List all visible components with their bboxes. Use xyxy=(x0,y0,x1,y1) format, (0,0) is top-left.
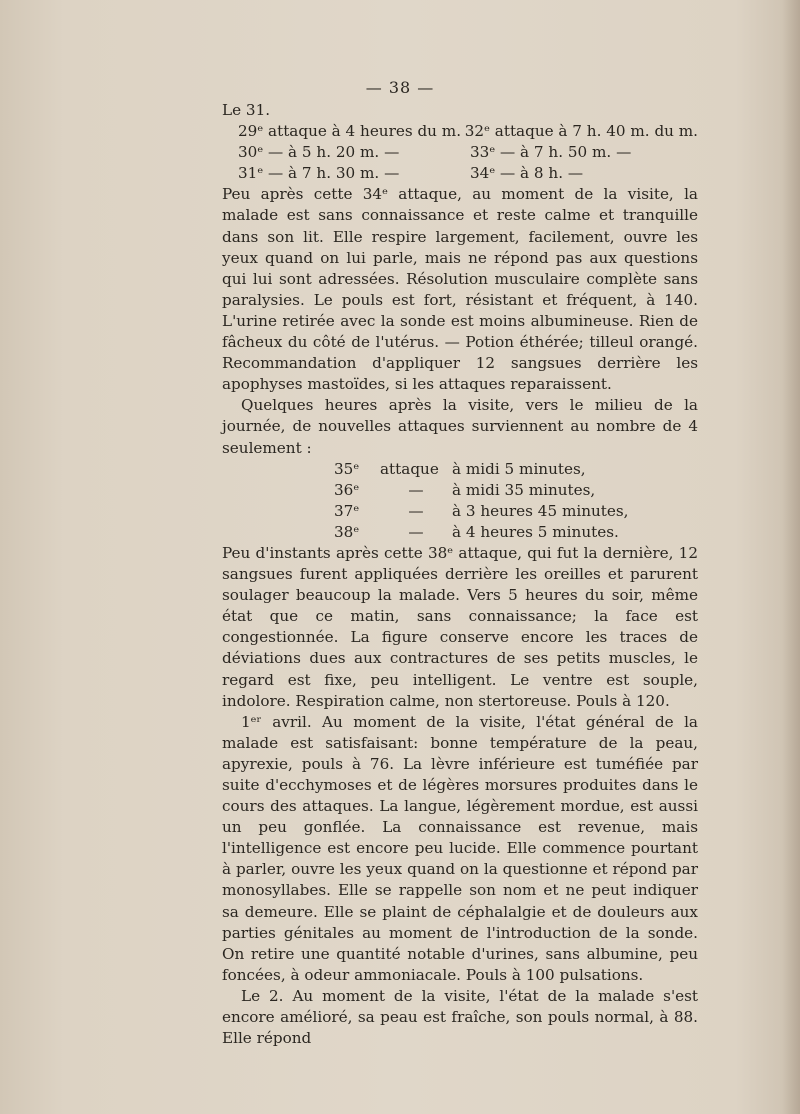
table-cell: 34ᵉ — à 8 h. — xyxy=(470,164,584,183)
table-cell: 30ᵉ — à 5 h. 20 m. — xyxy=(238,143,400,162)
attack-label: — xyxy=(408,522,424,541)
table-cell: 29ᵉ attaque à 4 heures du m. xyxy=(238,122,462,141)
list-item xyxy=(334,480,698,501)
paragraph: Peu après cette 34ᵉ attaque, au moment de la visite, la malade est sans connaissance et reste calme et tranquille dans son lit. Elle respire largement, facilement, ouvre les yeux quand on lui parle, mais ne répond pas aux questions qui lui sont adressées. Résolution musculaire complète sans paralysies. Le pouls est fort, résistant et fréquent, à 140. L'urine retirée avec la sonde est moins albumineuse. Rien de fâcheux du côté de l'utérus. — Potion éthérée; tilleul orangé. Recommandation d'appliquer 12 sangsues derrière les apophyses mastoïdes, si les attaques reparaissent. xyxy=(222,185,698,394)
table-cell: 33ᵉ — à 7 h. 50 m. — xyxy=(470,143,632,162)
attack-number: 38ᵉ xyxy=(334,522,360,541)
attacks-list xyxy=(222,459,698,543)
attack-time: à 4 heures 5 minutes. xyxy=(452,522,619,541)
page-edge-shadow xyxy=(782,0,800,1114)
attack-time: à midi 35 minutes, xyxy=(452,480,596,499)
table-cell: 32ᵉ attaque à 7 h. 40 m. du m. xyxy=(464,122,698,141)
paragraph: Le 2. Au moment de la visite, l'état de la malade s'est encore amélioré, sa peau est fraîche, son pouls normal, à 88. Elle répond xyxy=(222,986,698,1048)
attack-time: à 3 heures 45 minutes, xyxy=(452,501,629,520)
table-row xyxy=(222,163,698,184)
attack-number: 37ᵉ xyxy=(334,501,360,520)
table-row xyxy=(222,142,698,163)
list-item xyxy=(334,522,698,543)
paragraph: Quelques heures après la visite, vers le milieu de la journée, de nouvelles attaques surviennent au nombre de 4 seulement : xyxy=(222,396,698,457)
attack-number: 35ᵉ xyxy=(334,459,360,478)
attack-label: — xyxy=(408,480,424,499)
table-row xyxy=(222,121,698,142)
page-number: — 38 — xyxy=(365,78,435,97)
table-cell: 31ᵉ — à 7 h. 30 m. — xyxy=(238,164,400,183)
attack-time: à midi 5 minutes, xyxy=(452,459,586,478)
date-heading: Le 31. xyxy=(222,101,271,119)
list-item xyxy=(334,459,698,480)
paragraph: 1ᵉʳ avril. Au moment de la visite, l'état général de la malade est satisfaisant: bonne température de la peau, apyrexie, pouls à 76. La lèvre inférieure est tuméfiée par suite d'ecchymoses et de légères morsures produites dans le cours des attaques. La langue, légèrement mordue, est aussi un peu gonflée. La connaissance est revenue, mais l'intelligence est encore peu lucide. Elle commence pourtant à parler, ouvre les yeux quand on la questionne et répond par monosyllabes. Elle se rappelle son nom et ne peut indiquer sa demeure. Elle se plaint de céphalalgie et de douleurs aux parties génitales au moment de l'introduction de la sonde. On retire une quantité notable d'urines, sans albumine, peu foncées, à odeur ammoniacale. Pouls à 100 pulsations. xyxy=(222,712,698,984)
list-item xyxy=(334,501,698,522)
attack-label: — xyxy=(408,501,424,520)
attack-number: 36ᵉ xyxy=(334,480,360,499)
attacks-table xyxy=(222,121,698,184)
attack-label: attaque xyxy=(380,459,439,478)
body-text xyxy=(222,100,698,1049)
paragraph: Peu d'instants après cette 38ᵉ attaque, qui fut la dernière, 12 sangsues furent appliquées derrière les oreilles et parurent soulager beaucoup la malade. Vers 5 heures du soir, même état que ce matin, sans connaissance; la face est congestionnée. La figure conserve encore les traces de déviations dues aux contractures de ses petits muscles, le regard est fixe, peu intelligent. Le ventre est souple, indolore. Respiration calme, non stertoreuse. Pouls à 120. xyxy=(222,543,698,710)
